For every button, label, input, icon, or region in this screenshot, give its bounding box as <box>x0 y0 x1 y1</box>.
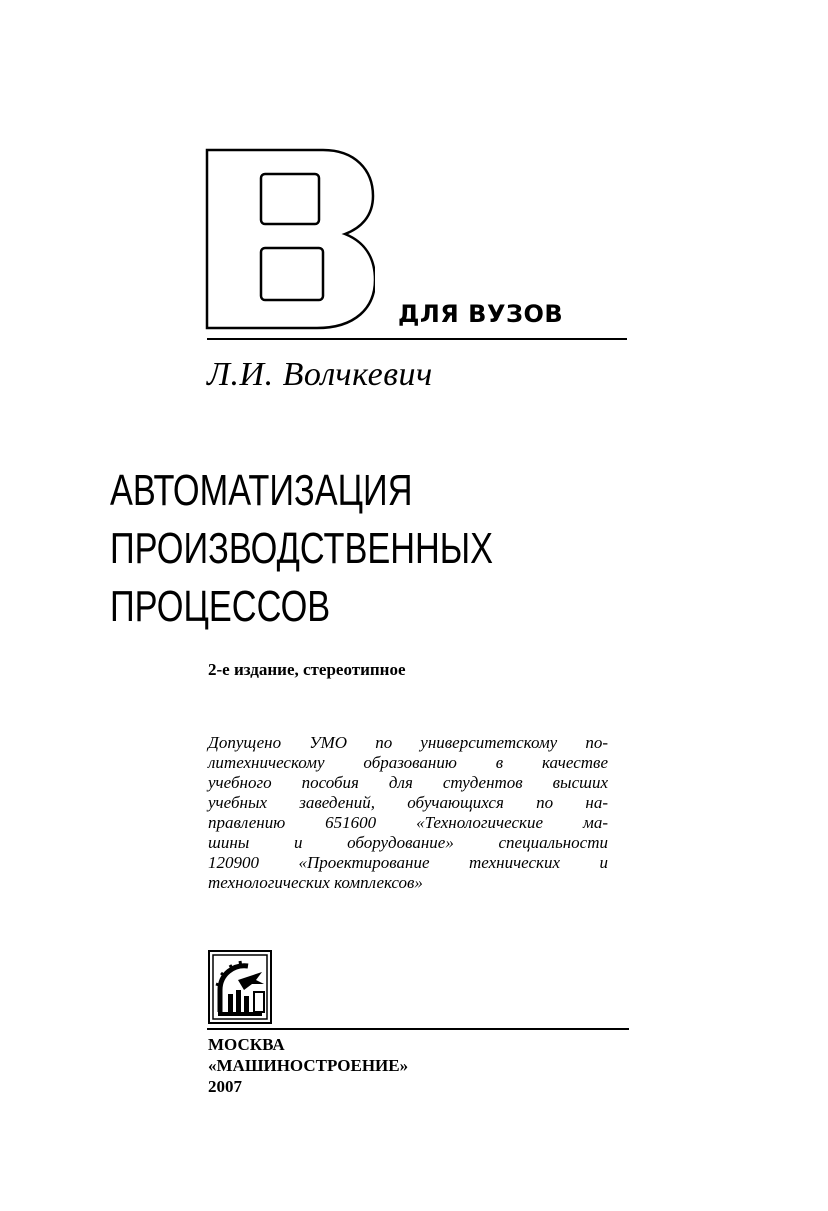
series-logo-v-icon <box>205 148 375 332</box>
top-divider <box>207 338 627 340</box>
series-label: ДЛЯ ВУЗОВ <box>398 300 564 328</box>
approval-line: литехническому образованию в качестве <box>208 753 608 772</box>
approval-line: 120900 «Проектирование технических и <box>208 853 608 872</box>
approval-line: Допущено УМО по университетскому по- <box>208 733 608 752</box>
approval-line: шины и оборудование» специальности <box>208 833 608 852</box>
bottom-divider <box>207 1028 629 1030</box>
approval-line: учебных заведений, обучающихся по на- <box>208 793 608 812</box>
imprint <box>208 1034 408 1097</box>
book-title <box>110 462 493 636</box>
book-title-line: ПРОЦЕССОВ <box>110 582 331 631</box>
approval-note <box>208 733 608 893</box>
author-name: Л.И. Волчкевич <box>207 356 433 393</box>
book-title-line: ПРОИЗВОДСТВЕННЫХ <box>110 524 494 573</box>
book-title-line: АВТОМАТИЗАЦИЯ <box>110 466 413 515</box>
imprint-publisher: «МАШИНОСТРОЕНИЕ» <box>208 1056 409 1075</box>
approval-line: технологических комплексов» <box>208 873 423 892</box>
edition-note: 2-е издание, стереотипное <box>208 660 406 679</box>
imprint-year: 2007 <box>208 1077 242 1096</box>
approval-line: правлению 651600 «Технологические ма- <box>208 813 608 832</box>
publisher-emblem-icon <box>208 950 272 1024</box>
approval-line: учебного пособия для студентов высших <box>208 773 608 792</box>
imprint-city: МОСКВА <box>208 1035 285 1054</box>
